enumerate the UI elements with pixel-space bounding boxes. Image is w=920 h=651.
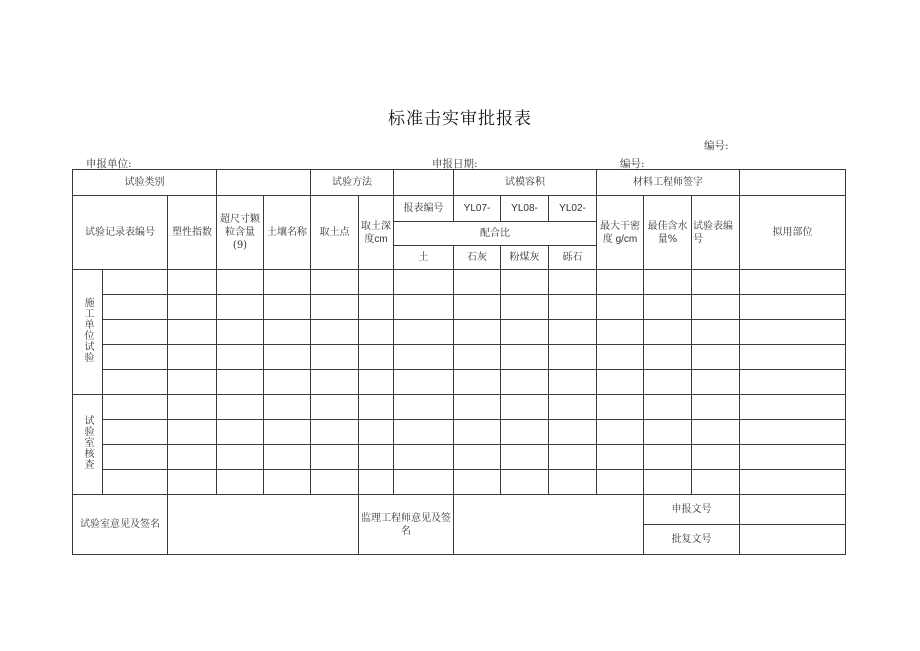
table-cell[interactable]: [454, 370, 501, 395]
table-cell[interactable]: [264, 420, 311, 445]
applicant-unit-label: 申报单位:: [86, 158, 132, 170]
contractor-test-group-text: 施工单位试验: [82, 297, 93, 363]
approval-doc-no-value[interactable]: [740, 525, 846, 555]
table-cell[interactable]: [394, 420, 454, 445]
table-cell[interactable]: [168, 445, 217, 470]
table-cell[interactable]: [103, 370, 168, 395]
table-cell[interactable]: [597, 470, 644, 495]
table-cell[interactable]: [311, 445, 359, 470]
table-cell[interactable]: [692, 420, 740, 445]
table-cell[interactable]: [217, 470, 264, 495]
table-cell[interactable]: [394, 270, 454, 295]
table-cell[interactable]: [549, 270, 597, 295]
sampling-point-header: 取土点: [311, 196, 359, 270]
fly-ash-header: 粉煤灰: [501, 246, 549, 270]
engineer-sign-label: 材料工程师签字: [597, 170, 740, 196]
serial-label: 编号:: [620, 158, 645, 170]
table-row: [73, 370, 846, 395]
table-cell[interactable]: [740, 295, 846, 320]
table-cell[interactable]: [644, 345, 692, 370]
test-form-no-header: 试验表编号: [692, 196, 740, 270]
table-cell[interactable]: [549, 370, 597, 395]
report-date-label: 申报日期:: [432, 158, 478, 170]
table-row-summary: [73, 170, 846, 196]
table-row: [73, 295, 846, 320]
mold-volume-label: 试模容积: [454, 170, 597, 196]
table-cell[interactable]: [359, 445, 394, 470]
table-cell[interactable]: [168, 470, 217, 495]
max-dry-density-header: 最大干密度 g/cm: [597, 196, 644, 270]
table-cell[interactable]: [597, 445, 644, 470]
table-cell[interactable]: [264, 445, 311, 470]
table-cell[interactable]: [597, 345, 644, 370]
table-cell[interactable]: [264, 270, 311, 295]
record-no-header: 试验记录表编号: [73, 196, 168, 270]
gravel-header: 砾石: [549, 246, 597, 270]
plasticity-index-header: 塑性指数: [168, 196, 217, 270]
table-cell[interactable]: [644, 445, 692, 470]
soil-header: 土: [394, 246, 454, 270]
table-cell[interactable]: [168, 270, 217, 295]
intended-location-header: 拟用部位: [740, 196, 846, 270]
table-cell[interactable]: [311, 270, 359, 295]
table-cell[interactable]: [740, 370, 846, 395]
table-cell[interactable]: [264, 370, 311, 395]
table-cell[interactable]: [394, 320, 454, 345]
table-cell[interactable]: [692, 370, 740, 395]
serial-label-top: 编号:: [704, 140, 729, 152]
oversize-content-header: 超尺寸颗粒含量(9): [217, 196, 264, 270]
table-cell[interactable]: [501, 395, 549, 420]
table-cell[interactable]: [501, 270, 549, 295]
table-cell[interactable]: [740, 420, 846, 445]
table-cell[interactable]: [644, 395, 692, 420]
table-cell[interactable]: [394, 295, 454, 320]
contractor-test-group-label: [73, 270, 103, 395]
mix-ratio-header: 配合比: [394, 222, 597, 246]
table-cell[interactable]: [217, 295, 264, 320]
table-cell[interactable]: [359, 345, 394, 370]
engineer-sign-value[interactable]: [740, 170, 846, 196]
soil-name-header: 土壤名称: [264, 196, 311, 270]
table-cell[interactable]: [264, 345, 311, 370]
table-cell[interactable]: [359, 270, 394, 295]
table-cell[interactable]: [217, 445, 264, 470]
table-cell[interactable]: [454, 445, 501, 470]
table-cell[interactable]: [740, 345, 846, 370]
table-cell[interactable]: [311, 395, 359, 420]
table-cell[interactable]: [501, 370, 549, 395]
table-row: [73, 420, 846, 445]
table-cell[interactable]: [311, 420, 359, 445]
table-cell[interactable]: [501, 295, 549, 320]
table-cell[interactable]: [168, 395, 217, 420]
table-cell[interactable]: [644, 320, 692, 345]
table-cell[interactable]: [359, 320, 394, 345]
table-cell[interactable]: [740, 470, 846, 495]
table-row: [73, 395, 846, 420]
table-cell[interactable]: [359, 370, 394, 395]
table-cell[interactable]: [103, 345, 168, 370]
footer-row-1: [73, 495, 846, 525]
lime-header: 石灰: [454, 246, 501, 270]
report-doc-no-label: 申报文号: [644, 495, 740, 525]
table-cell[interactable]: [692, 320, 740, 345]
table-cell[interactable]: [168, 320, 217, 345]
table-cell[interactable]: [549, 395, 597, 420]
table-cell[interactable]: [454, 420, 501, 445]
table-cell[interactable]: [168, 370, 217, 395]
table-cell[interactable]: [692, 270, 740, 295]
table-cell[interactable]: [103, 445, 168, 470]
approval-form-table: [72, 169, 846, 555]
table-row: [73, 270, 846, 295]
table-cell[interactable]: [454, 470, 501, 495]
table-cell[interactable]: [454, 395, 501, 420]
test-method-label: 试验方法: [311, 170, 394, 196]
table-cell[interactable]: [692, 470, 740, 495]
table-cell[interactable]: [103, 270, 168, 295]
table-cell[interactable]: [359, 420, 394, 445]
table-cell[interactable]: [692, 345, 740, 370]
table-cell[interactable]: [103, 295, 168, 320]
table-row: [73, 345, 846, 370]
table-cell[interactable]: [217, 420, 264, 445]
table-cell[interactable]: [597, 395, 644, 420]
table-cell[interactable]: [264, 395, 311, 420]
table-cell[interactable]: [549, 445, 597, 470]
table-cell[interactable]: [394, 445, 454, 470]
yl02-header: YL02-: [549, 196, 597, 222]
table-cell[interactable]: [501, 445, 549, 470]
table-cell[interactable]: [644, 270, 692, 295]
table-row: [73, 445, 846, 470]
table-cell[interactable]: [549, 420, 597, 445]
table-cell[interactable]: [549, 470, 597, 495]
table-cell[interactable]: [217, 320, 264, 345]
table-cell[interactable]: [597, 320, 644, 345]
table-cell[interactable]: [264, 320, 311, 345]
table-header-row-1: [73, 196, 846, 222]
yl08-header: YL08-: [501, 196, 549, 222]
table-cell[interactable]: [359, 395, 394, 420]
table-cell[interactable]: [501, 420, 549, 445]
table-row: [73, 320, 846, 345]
table-cell[interactable]: [740, 445, 846, 470]
table-cell[interactable]: [264, 295, 311, 320]
table-cell[interactable]: [359, 470, 394, 495]
optimum-moisture-header: 最佳含水量%: [644, 196, 692, 270]
report-doc-no-value[interactable]: [740, 495, 846, 525]
table-cell[interactable]: [644, 370, 692, 395]
approval-doc-no-label: 批复文号: [644, 525, 740, 555]
table-cell[interactable]: [394, 395, 454, 420]
table-cell[interactable]: [644, 470, 692, 495]
lab-check-group-label: [73, 395, 103, 495]
table-cell[interactable]: [692, 395, 740, 420]
table-cell[interactable]: [454, 295, 501, 320]
yl07-header: YL07-: [454, 196, 501, 222]
table-cell[interactable]: [597, 370, 644, 395]
table-cell[interactable]: [549, 345, 597, 370]
table-cell[interactable]: [311, 320, 359, 345]
table-cell[interactable]: [103, 420, 168, 445]
table-cell[interactable]: [394, 345, 454, 370]
table-cell[interactable]: [597, 295, 644, 320]
table-cell[interactable]: [692, 445, 740, 470]
page-title: 标准击实审批报表: [388, 109, 532, 129]
test-type-label: 试验类别: [73, 170, 217, 196]
table-cell[interactable]: [454, 270, 501, 295]
report-no-header: 报表编号: [394, 196, 454, 222]
table-cell[interactable]: [217, 270, 264, 295]
table-cell[interactable]: [597, 270, 644, 295]
table-cell[interactable]: [103, 470, 168, 495]
lab-opinion-value[interactable]: [168, 495, 359, 555]
table-cell[interactable]: [359, 295, 394, 320]
table-cell[interactable]: [501, 470, 549, 495]
supervisor-opinion-value[interactable]: [454, 495, 644, 555]
table-cell[interactable]: [311, 345, 359, 370]
table-row: [73, 470, 846, 495]
table-cell[interactable]: [740, 395, 846, 420]
table-cell[interactable]: [501, 320, 549, 345]
table-cell[interactable]: [501, 345, 549, 370]
table-cell[interactable]: [217, 345, 264, 370]
table-cell[interactable]: [217, 395, 264, 420]
table-cell[interactable]: [103, 395, 168, 420]
table-cell[interactable]: [692, 295, 740, 320]
table-cell[interactable]: [264, 470, 311, 495]
table-cell[interactable]: [311, 370, 359, 395]
table-cell[interactable]: [217, 370, 264, 395]
sampling-depth-header: 取土深度cm: [359, 196, 394, 270]
table-cell[interactable]: [311, 295, 359, 320]
table-cell[interactable]: [549, 320, 597, 345]
table-cell[interactable]: [168, 420, 217, 445]
table-cell[interactable]: [168, 295, 217, 320]
table-cell[interactable]: [103, 320, 168, 345]
table-cell[interactable]: [394, 370, 454, 395]
table-cell[interactable]: [644, 420, 692, 445]
table-cell[interactable]: [454, 345, 501, 370]
table-cell[interactable]: [549, 295, 597, 320]
test-type-value[interactable]: [217, 170, 311, 196]
table-cell[interactable]: [311, 470, 359, 495]
table-cell[interactable]: [454, 320, 501, 345]
lab-opinion-label: 试验室意见及签名: [73, 495, 168, 555]
supervisor-opinion-label: 监理工程师意见及签名: [359, 495, 454, 555]
table-cell[interactable]: [394, 470, 454, 495]
table-cell[interactable]: [740, 270, 846, 295]
test-method-value[interactable]: [394, 170, 454, 196]
lab-check-group-text: 试验室核查: [82, 415, 93, 470]
table-cell[interactable]: [740, 320, 846, 345]
table-cell[interactable]: [597, 420, 644, 445]
table-cell[interactable]: [644, 295, 692, 320]
table-cell[interactable]: [168, 345, 217, 370]
